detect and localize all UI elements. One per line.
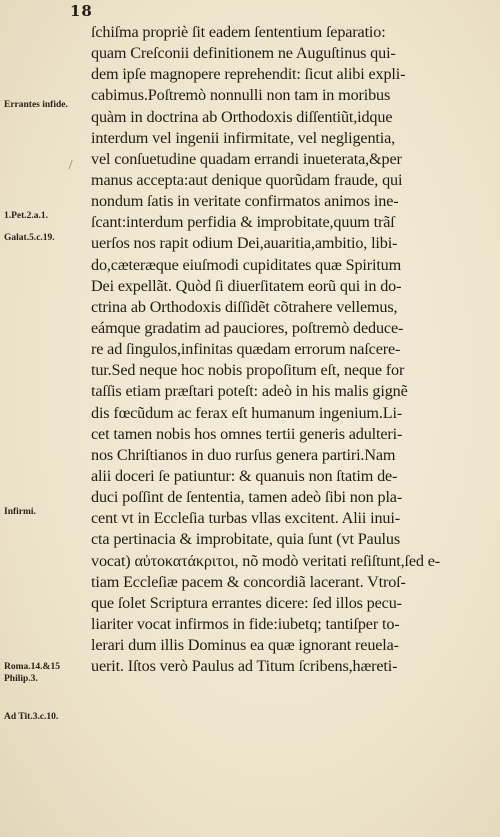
- text-line: interdum vel ingenii infirmitate, vel negligentia,: [91, 128, 396, 147]
- pencil-mark: [68, 160, 74, 170]
- text-line: lerari dum illis Dominus ea quæ ignorant reuela-: [91, 636, 399, 655]
- text-line: que ſolet Scriptura errantes dicere: ſed illos pecu-: [91, 593, 402, 612]
- text-line: vocat) αὐτοκατάκριτοι, nõ modò veritati reſiſtunt,ſed e-: [91, 551, 441, 570]
- marginal-note-philip: Philip.3.: [4, 674, 38, 684]
- marginal-note-roma: Roma.14.&15: [4, 662, 60, 672]
- text-line: cent vt in Eccleſia turbas vllas excitent. Alii inui-: [91, 509, 400, 528]
- text-line: do,cæteræque eiuſmodi cupiditates quæ Spiritum: [91, 255, 402, 274]
- marginal-note-infirmi: Infirmi.: [4, 507, 36, 517]
- text-line: uerſos nos rapit odium Dei,auaritia,ambitio, libi-: [91, 234, 398, 253]
- text-block: [91, 22, 481, 677]
- text-line: quam Creſconii definitionem ne Auguſtinus qui-: [91, 44, 396, 63]
- text-line: cet tamen nobis hos omnes tertii generis adulteri-: [91, 424, 403, 443]
- text-line: dem ipſe magnopere reprehendit: ſicut alibi expli-: [91, 65, 406, 84]
- text-line: Dei expellãt. Quòd ſi diuerſitatem eorũ qui in do-: [91, 276, 402, 295]
- text-line: tiam Eccleſiæ pacem & concordiã lacerant. Vtroſ-: [91, 572, 406, 591]
- marginal-note-errantes: Errantes infide.: [4, 100, 68, 110]
- text-line: manus accepta:aut denique quorũdam fraude, qui: [91, 170, 403, 189]
- text-line: dis fœcũdum ac ferax eſt humanum ingenium.Li-: [91, 403, 403, 422]
- text-line: tur.Sed neque hoc nobis propoſitum eſt, neque for: [91, 361, 405, 380]
- text-line: ctrina ab Orthodoxis diſſidẽt cõtrahere vellemus,: [91, 297, 398, 316]
- text-line: taſſis etiam præſtari poteſt: adeò in his malis gignẽ: [91, 382, 408, 401]
- text-line: ſcant:interdum perfidia & improbitate,quum trãſ: [91, 213, 395, 232]
- text-line: vel conſuetudine quadam errandi inueterata,&per: [91, 149, 402, 168]
- text-line: cabimus.Poſtremò nonnulli non tam in moribus: [91, 86, 391, 105]
- text-line: liariter vocat infirmos in fide:iubetq; tantiſper to-: [91, 614, 400, 633]
- text-line: alii doceri ſe patiuntur: & quanuis non ſtatim de-: [91, 466, 398, 485]
- text-line: nos Chriſtianos in duo rurſus genera partiri.Nam: [91, 445, 396, 464]
- text-line: uerit. Iſtos verò Paulus ad Titum ſcribens,hæreti-: [91, 657, 398, 676]
- marginal-note-adtit: Ad Tit.3.c.10.: [4, 712, 59, 722]
- text-line: cta pertinacia & improbitate, quia ſunt (vt Paulus: [91, 530, 400, 549]
- text-line: eámque gradatim ad pauciores, poſtremò deduce-: [91, 318, 404, 337]
- text-line: re ad ſingulos,infinitas quædam errorum naſcere-: [91, 340, 401, 359]
- marginal-note-galat: Galat.5.c.19.: [4, 233, 55, 243]
- marginal-note-pet: 1.Pet.2.a.1.: [4, 211, 49, 221]
- text-line: nondum ſatis in veritate confirmatos animos ine-: [91, 192, 399, 211]
- page-number: 18: [70, 2, 93, 20]
- text-line: duci poſſint de ſententia, tamen adeò ſibi non pla-: [91, 488, 403, 507]
- text-line: quàm in doctrina ab Orthodoxis diſſentiũt,idque: [91, 107, 393, 126]
- text-line: ſchiſma propriè ſit eadem ſententium ſeparatio:: [91, 23, 386, 41]
